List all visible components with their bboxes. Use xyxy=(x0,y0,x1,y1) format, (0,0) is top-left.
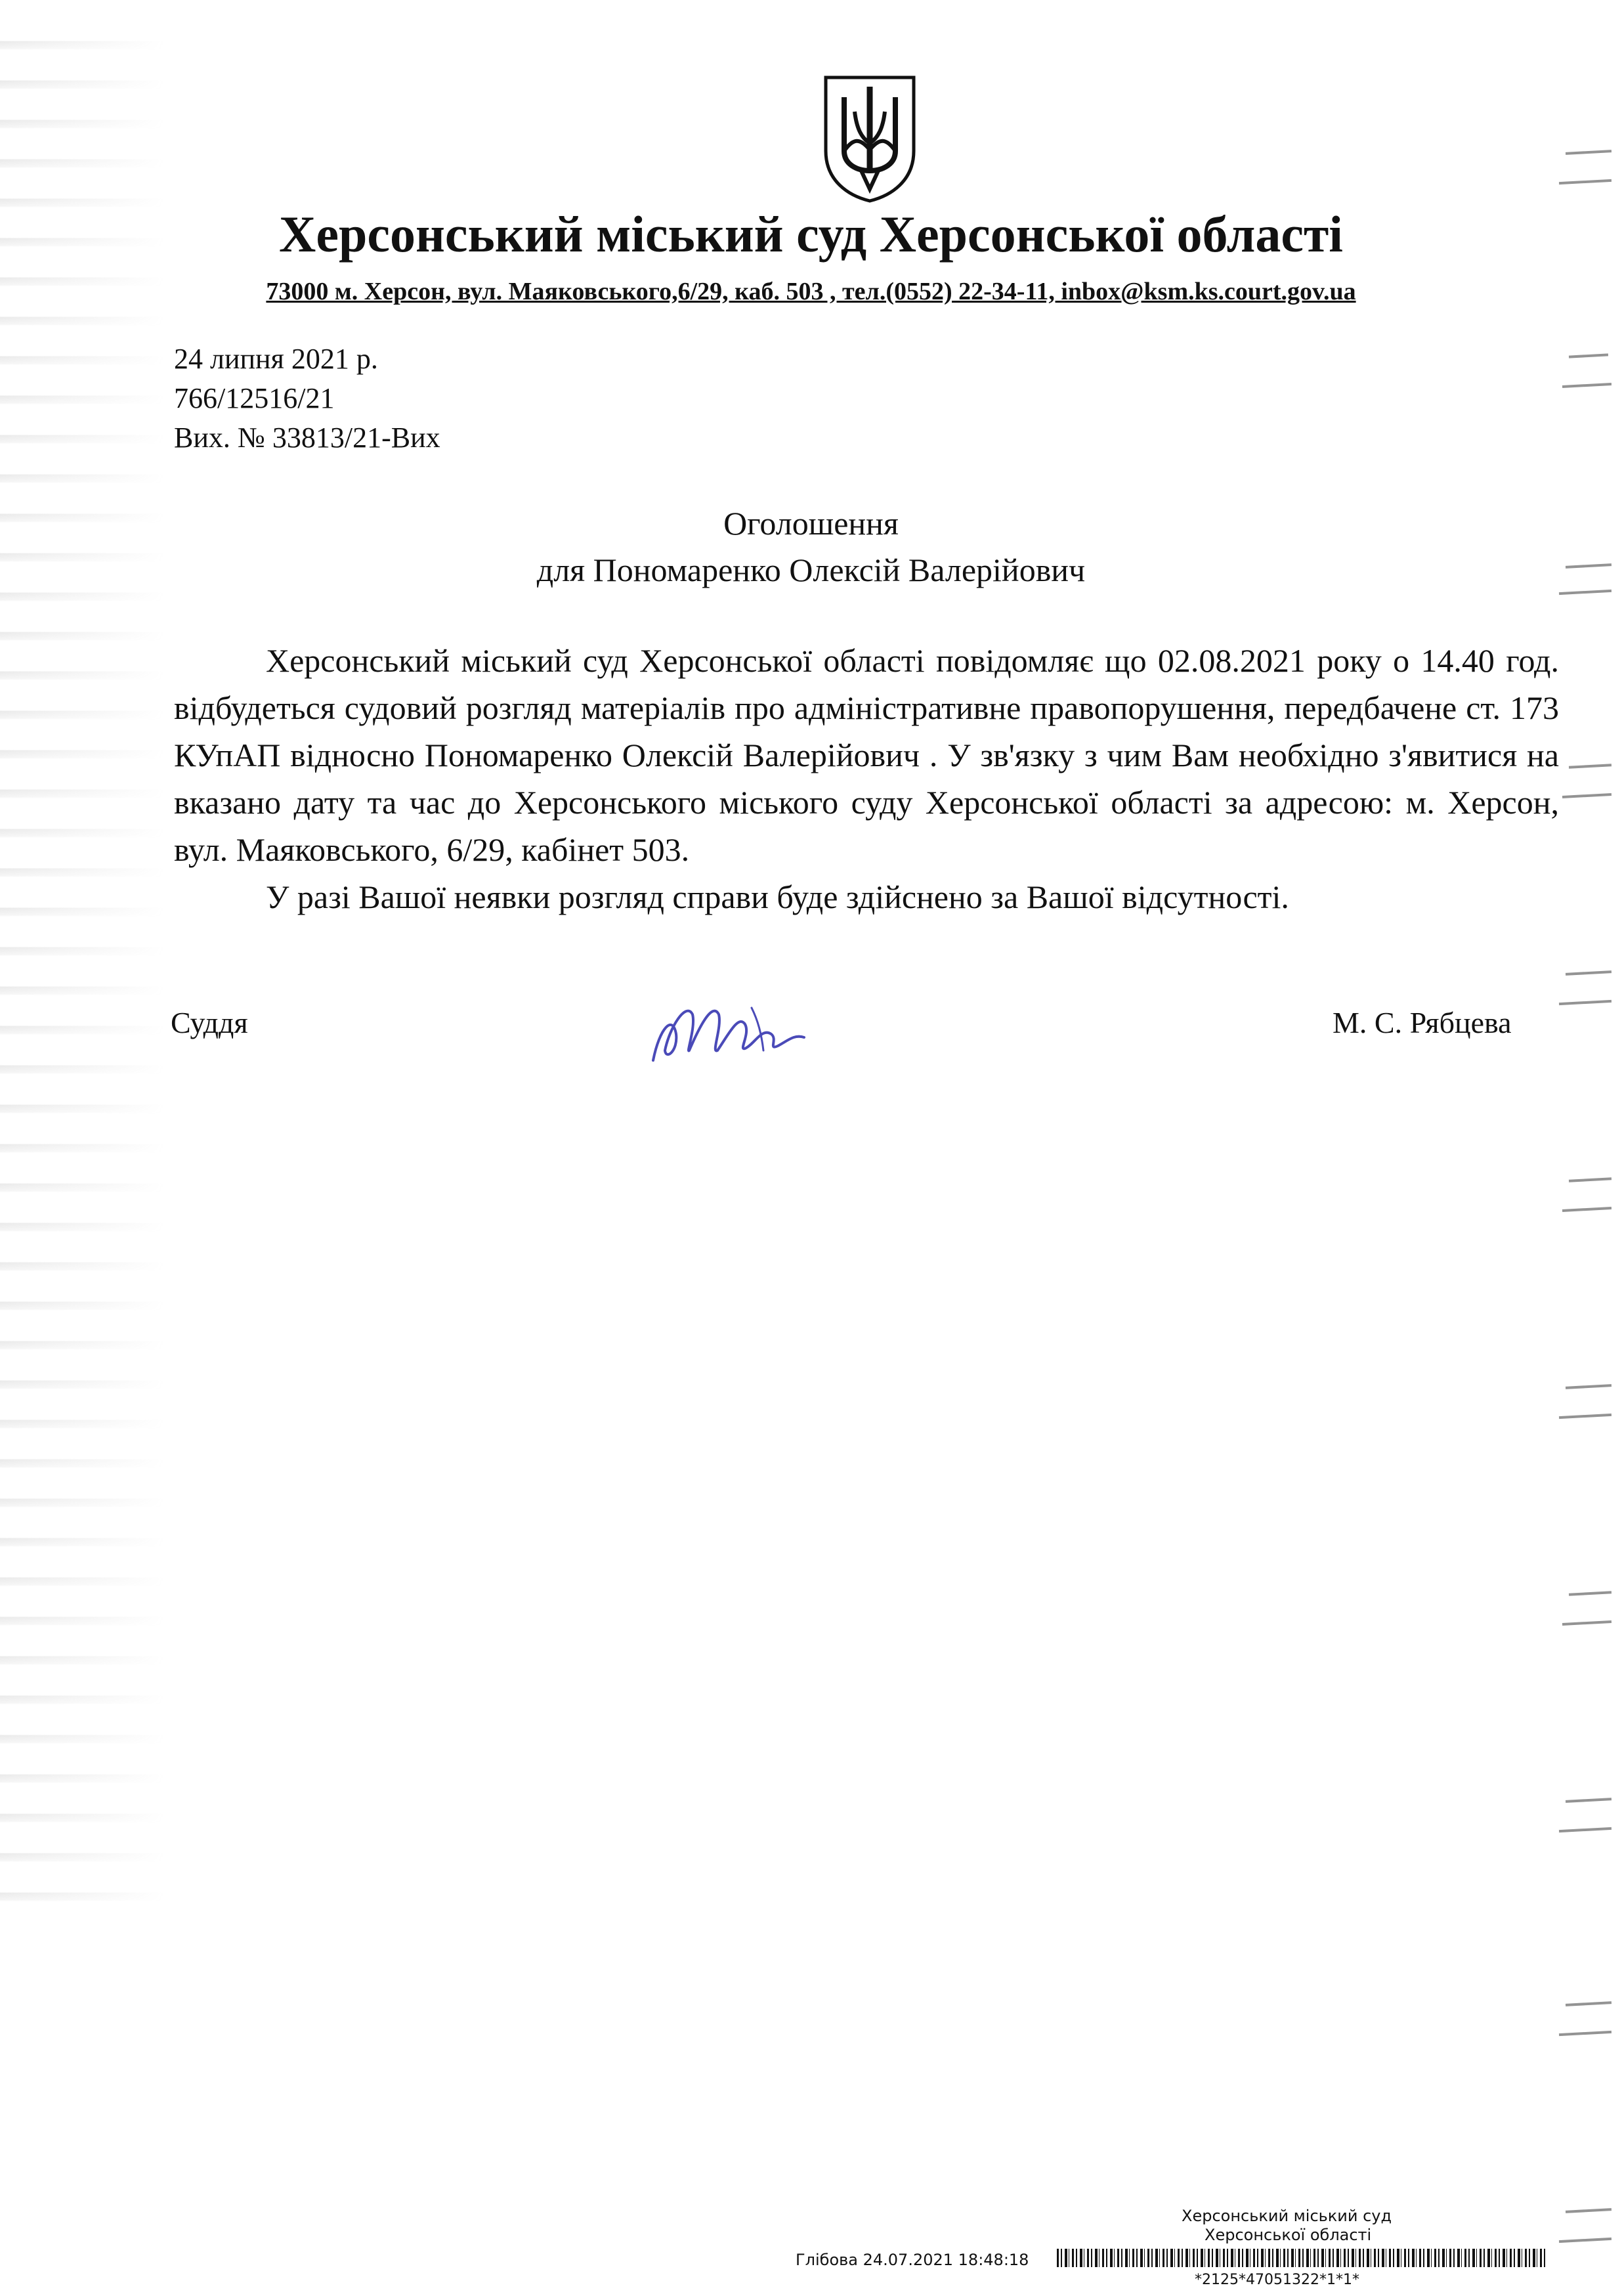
scan-artifact-left-margin xyxy=(0,26,164,1930)
outgoing-number: Вих. № 33813/21-Вих xyxy=(174,422,440,454)
trident-coat-of-arms-icon xyxy=(821,72,919,204)
court-title: Херсонський міський суд Херсонської області xyxy=(279,206,1343,263)
announcement-addressee: для Пономаренко Олексій Валерійович xyxy=(536,552,1086,588)
case-number: 766/12516/21 xyxy=(174,382,335,414)
announcement-body xyxy=(174,637,1559,921)
barcode xyxy=(1057,2249,1546,2267)
document-date: 24 липня 2021 р. xyxy=(174,343,378,375)
body-paragraph-2: У разі Вашої неявки розгляд справи буде здійснено за Вашої відсутності. xyxy=(266,878,1289,915)
barcode-text: *2125*47051322*1*1* xyxy=(1195,2272,1359,2288)
handwritten-signature xyxy=(647,988,830,1073)
stamp-line-2: Херсонської області xyxy=(1205,2226,1372,2244)
court-address: 73000 м. Херсон, вул. Маяковського,6/29, каб. 503 , тел.(0552) 22-34-11, inbox@ksm.ks.court.gov.ua xyxy=(266,278,1356,305)
signatory-role: Суддя xyxy=(171,1006,248,1039)
judge-name: М. С. Рябцева xyxy=(1333,1006,1512,1039)
body-paragraph-1: Херсонський міський суд Херсонської області повідомляє що 02.08.2021 року о 14.40 год. відбудеться судовий розгляд матеріалів про адміністративне правопорушення, передбачене ст. 173 КУпАП відносно Пономаренко Олексій Валерійович . У зв'язку з чим Вам необхідно з'явитися на вказано дату та час до Херсонського міського суду Херсонської області за адресою: м. Херсон, вул. Маяковського, 6/29, кабінет 503. xyxy=(174,642,1559,868)
clerk-timestamp: Глібова 24.07.2021 18:48:18 xyxy=(796,2251,1029,2269)
stamp-line-1: Херсонський міський суд xyxy=(1182,2207,1392,2225)
announcement-title: Оголошення xyxy=(723,505,899,542)
